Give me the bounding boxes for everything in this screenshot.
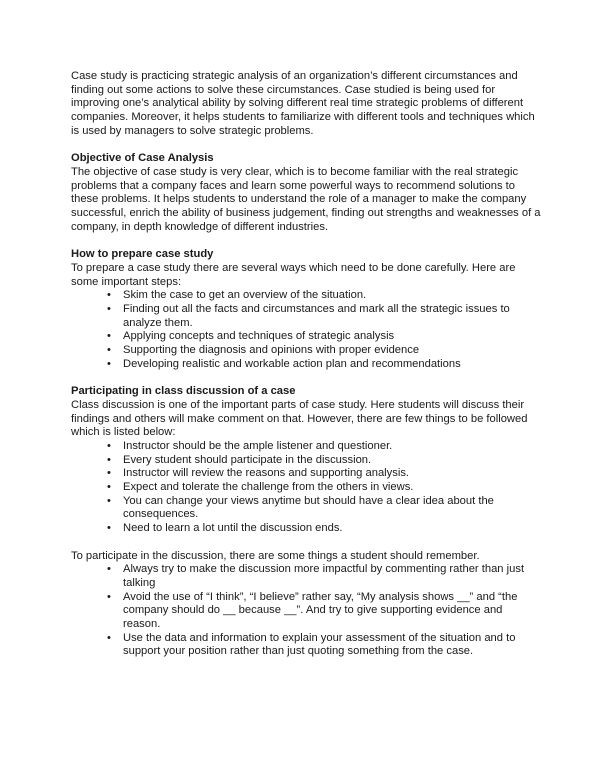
section-prepare bbox=[71, 248, 541, 371]
bullet-icon: • bbox=[107, 357, 111, 370]
list-item bbox=[107, 563, 541, 590]
section-heading: How to prepare case study bbox=[71, 248, 214, 261]
list-item-text: Use the data and information to explain your assessment of the situation and to support your position rather than just quoting something from the case. bbox=[123, 631, 516, 658]
list-item bbox=[107, 439, 541, 454]
intro-paragraph: Case study is practicing strategic analysis of an organization’s different circumstances and finding out some actions to solve these circumstances. Case studied is being used for improving one’s analytical ability by solving different real time strategic problems of different companies. Moreover, it helps students to familiarize with different tools and techniques which is used by managers to solve strategic problems. bbox=[71, 70, 535, 137]
list-item bbox=[107, 481, 541, 495]
bullet-icon: • bbox=[107, 481, 111, 494]
followup-paragraph: To participate in the discussion, there are some things a student should remember. bbox=[71, 549, 480, 562]
document-page bbox=[71, 70, 541, 673]
list-item bbox=[107, 330, 541, 344]
section-body: The objective of case study is very clear, which is to become familiar with the real strategic problems that a company faces and learn some powerful ways to recommend solutions to these problems. It helps students to understand the role of a manager to make the company successful, enrich the ability of business judgement, finding out strengths and weaknesses of a company, in depth knowledge of different industries. bbox=[71, 165, 541, 233]
list-item bbox=[107, 631, 541, 659]
bullet-list bbox=[71, 440, 541, 536]
list-item-text: You can change your views anytime but should have a clear idea about the consequences. bbox=[123, 494, 494, 521]
list-item-text: Instructor should be the ample listener and questioner. bbox=[123, 439, 393, 452]
list-item-text: Always try to make the discussion more impactful by commenting rather than just talking bbox=[123, 563, 525, 589]
bullet-list bbox=[71, 289, 541, 371]
bullet-icon: • bbox=[107, 330, 111, 343]
list-item bbox=[107, 302, 541, 330]
list-item-text: Avoid the use of “I think”, “I believe” rather say, “My analysis shows __” and “the company should do __ because __”. And try to give supporting evidence and reason. bbox=[123, 590, 518, 631]
bullet-icon: • bbox=[107, 563, 111, 576]
list-item bbox=[107, 522, 541, 536]
list-item-text: Instructor will review the reasons and supporting analysis. bbox=[123, 467, 410, 480]
list-item bbox=[107, 344, 541, 358]
section-heading: Objective of Case Analysis bbox=[71, 152, 214, 165]
list-item-text: Expect and tolerate the challenge from the others in views. bbox=[123, 481, 414, 494]
list-item-text: Supporting the diagnosis and opinions with proper evidence bbox=[123, 344, 420, 357]
bullet-icon: • bbox=[107, 590, 111, 603]
list-item bbox=[107, 289, 541, 303]
bullet-icon: • bbox=[107, 494, 111, 507]
list-item-text: Applying concepts and techniques of strategic analysis bbox=[123, 330, 395, 343]
bullet-icon: • bbox=[107, 302, 111, 315]
list-item-text: Developing realistic and workable action plan and recommendations bbox=[123, 357, 461, 370]
list-item-text: Every student should participate in the discussion. bbox=[123, 453, 372, 466]
list-item bbox=[107, 453, 541, 468]
section-body: To prepare a case study there are several ways which need to be done carefully. Here are some important steps: bbox=[71, 261, 516, 288]
list-item bbox=[107, 494, 541, 522]
list-item bbox=[107, 590, 541, 632]
bullet-icon: • bbox=[107, 344, 111, 357]
bullet-icon: • bbox=[107, 631, 111, 644]
bullet-icon: • bbox=[107, 439, 111, 452]
bullet-icon: • bbox=[107, 467, 111, 480]
bullet-icon: • bbox=[107, 453, 111, 466]
list-item-text: Finding out all the facts and circumstances and mark all the strategic issues to analyze them. bbox=[123, 302, 510, 329]
section-body: Class discussion is one of the important parts of case study. Here students will discuss their findings and others will make comment on that. However, there are few things to be followed which is listed below: bbox=[71, 398, 528, 439]
section-discussion bbox=[71, 385, 541, 659]
list-item-text: Need to learn a lot until the discussion ends. bbox=[123, 522, 343, 535]
bullet-list bbox=[71, 563, 541, 659]
section-objective bbox=[71, 152, 541, 234]
bullet-icon: • bbox=[107, 289, 111, 302]
list-item bbox=[107, 467, 541, 481]
list-item bbox=[107, 357, 541, 372]
list-item-text: Skim the case to get an overview of the situation. bbox=[123, 289, 367, 302]
section-heading: Participating in class discussion of a case bbox=[71, 385, 296, 398]
bullet-icon: • bbox=[107, 522, 111, 535]
